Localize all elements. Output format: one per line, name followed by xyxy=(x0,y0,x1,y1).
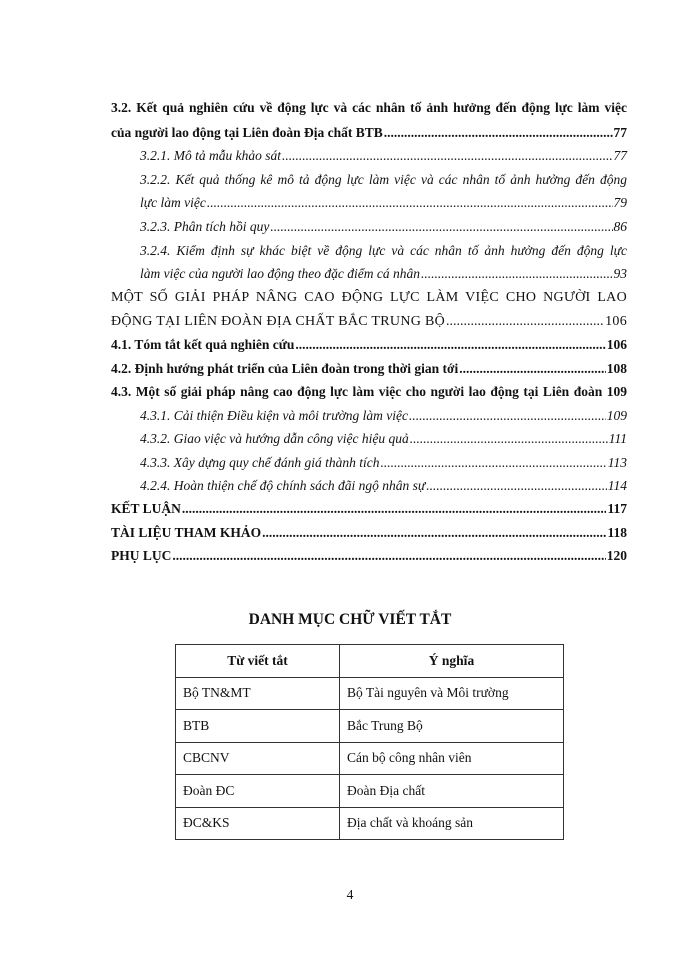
toc-3-2-3[interactable] xyxy=(140,218,627,236)
toc-3-2-2-line1: 3.2.2. Kết quả thống kê mô tả động lực làm việc và các nhân tố ảnh hưởng đến động xyxy=(140,172,627,187)
toc-entry-text: của người lao động tại Liên đoàn Địa chất BTB xyxy=(111,125,383,140)
toc-page-number: 118 xyxy=(607,525,627,540)
leader-dots xyxy=(270,218,612,236)
leader-dots xyxy=(421,265,612,283)
toc-4-2[interactable] xyxy=(111,360,627,378)
toc-4-1[interactable] xyxy=(111,336,627,354)
abbreviation-cell: Bộ TN&MT xyxy=(176,677,340,710)
toc-page-number: 77 xyxy=(613,148,627,163)
toc-3-2-line2[interactable] xyxy=(111,124,627,142)
toc-entry-text: KẾT LUẬN xyxy=(111,501,181,516)
toc-chapter-4-line2[interactable] xyxy=(111,313,627,331)
toc-3-2-line1: 3.2. Kết quả nghiên cứu về động lực và các nhân tố ảnh hưởng đến động lực làm việc xyxy=(111,100,627,115)
toc-entry-text: ĐỘNG TẠI LIÊN ĐOÀN ĐỊA CHẤT BẮC TRUNG BỘ xyxy=(111,314,445,329)
table-row xyxy=(176,710,564,743)
toc-4-3-3[interactable] xyxy=(140,454,627,472)
meaning-cell: Bộ Tài nguyên và Môi trường xyxy=(340,677,564,710)
table-row xyxy=(176,807,564,840)
toc-page-number: 111 xyxy=(608,431,627,446)
header-abbreviation: Từ viết tắt xyxy=(176,645,340,678)
toc-page-number: 117 xyxy=(607,501,627,516)
toc-entry-text: 4.2.4. Hoàn thiện chế độ chính sách đãi ngộ nhân sự xyxy=(140,478,426,493)
leader-dots xyxy=(262,524,606,542)
toc-3-2-1[interactable] xyxy=(140,147,627,165)
toc-4-3-1[interactable] xyxy=(140,407,627,425)
leader-dots xyxy=(459,360,606,378)
leader-dots xyxy=(446,313,604,331)
leader-dots xyxy=(282,147,613,165)
toc-page-number: 93 xyxy=(613,266,627,281)
toc-references[interactable] xyxy=(111,524,627,542)
toc-conclusion[interactable] xyxy=(111,500,627,518)
toc-3-2-4-line1: 3.2.4. Kiểm định sự khác biệt về động lực và các nhân tố ảnh hưởng đến động lực xyxy=(140,243,627,258)
toc-4-2-4[interactable] xyxy=(140,477,627,495)
abbreviation-cell: ĐC&KS xyxy=(176,807,340,840)
toc-page-number: 109 xyxy=(606,408,627,423)
toc-entry-text: lực làm việc xyxy=(140,195,206,210)
toc-4-3[interactable]: 4.3. Một số giải pháp nâng cao động lực làm việc cho người lao động tại Liên đoàn 109 xyxy=(111,384,627,399)
toc-page-number: 108 xyxy=(606,361,627,376)
leader-dots xyxy=(380,454,606,472)
abbreviation-cell: CBCNV xyxy=(176,742,340,775)
toc-page-number: 120 xyxy=(606,548,627,563)
page-number: 4 xyxy=(346,887,354,902)
leader-dots xyxy=(182,500,607,518)
toc-entry-text: 4.3.1. Cải thiện Điều kiện và môi trường làm việc xyxy=(140,408,409,423)
table-row xyxy=(176,677,564,710)
toc-entry-text: làm việc của người lao động theo đặc điểm cá nhân xyxy=(140,266,421,281)
meaning-cell: Cán bộ công nhân viên xyxy=(340,742,564,775)
leader-dots xyxy=(409,407,606,425)
abbreviations-table xyxy=(175,644,564,840)
table-row xyxy=(176,775,564,808)
toc-page-number: 106 xyxy=(605,314,627,329)
meaning-cell: Địa chất và khoáng sản xyxy=(340,807,564,840)
toc-entry-text: 4.2. Định hướng phát triển của Liên đoàn trong thời gian tới xyxy=(111,361,459,376)
leader-dots xyxy=(295,336,605,354)
toc-entry-text: 4.1. Tóm tắt kết quả nghiên cứu xyxy=(111,337,295,352)
abbreviation-cell: Đoàn ĐC xyxy=(176,775,340,808)
leader-dots xyxy=(410,430,608,448)
leader-dots xyxy=(172,547,605,565)
toc-3-2-2-line2[interactable] xyxy=(140,194,627,212)
abbreviations-title: DANH MỤC CHỮ VIẾT TẮT xyxy=(248,611,452,628)
toc-entry-text: 4.3.2. Giao việc và hướng dẫn công việc hiệu quả xyxy=(140,431,409,446)
toc-entry-text: TÀI LIỆU THAM KHẢO xyxy=(111,525,262,540)
table-header-row xyxy=(176,645,564,678)
toc-page-number: 113 xyxy=(607,455,627,470)
toc-page-number: 114 xyxy=(607,478,627,493)
header-meaning: Ý nghĩa xyxy=(340,645,564,678)
toc-3-2-4-line2[interactable] xyxy=(140,265,627,283)
table-row xyxy=(176,742,564,775)
toc-entry-text: 3.2.3. Phân tích hồi quy xyxy=(140,219,270,234)
abbreviation-cell: BTB xyxy=(176,710,340,743)
meaning-cell: Đoàn Địa chất xyxy=(340,775,564,808)
toc-4-3-2[interactable] xyxy=(140,430,627,448)
toc-entry-text: PHỤ LỤC xyxy=(111,548,172,563)
toc-page-number: 106 xyxy=(606,337,627,352)
toc-entry-text: 3.2.1. Mô tả mẫu khảo sát xyxy=(140,148,281,163)
toc-appendix[interactable] xyxy=(111,547,627,565)
toc-page-number: 77 xyxy=(613,125,627,140)
leader-dots xyxy=(207,194,613,212)
toc-entry-text: 4.3.3. Xây dựng quy chế đánh giá thành tích xyxy=(140,455,380,470)
leader-dots xyxy=(426,477,607,495)
leader-dots xyxy=(384,124,613,142)
toc-chapter-4-line1: MỘT SỐ GIẢI PHÁP NÂNG CAO ĐỘNG LỰC LÀM VIỆC CHO NGƯỜI LAO xyxy=(111,290,627,305)
toc-page-number: 86 xyxy=(613,219,627,234)
meaning-cell: Bắc Trung Bộ xyxy=(340,710,564,743)
toc-page-number: 79 xyxy=(613,195,627,210)
